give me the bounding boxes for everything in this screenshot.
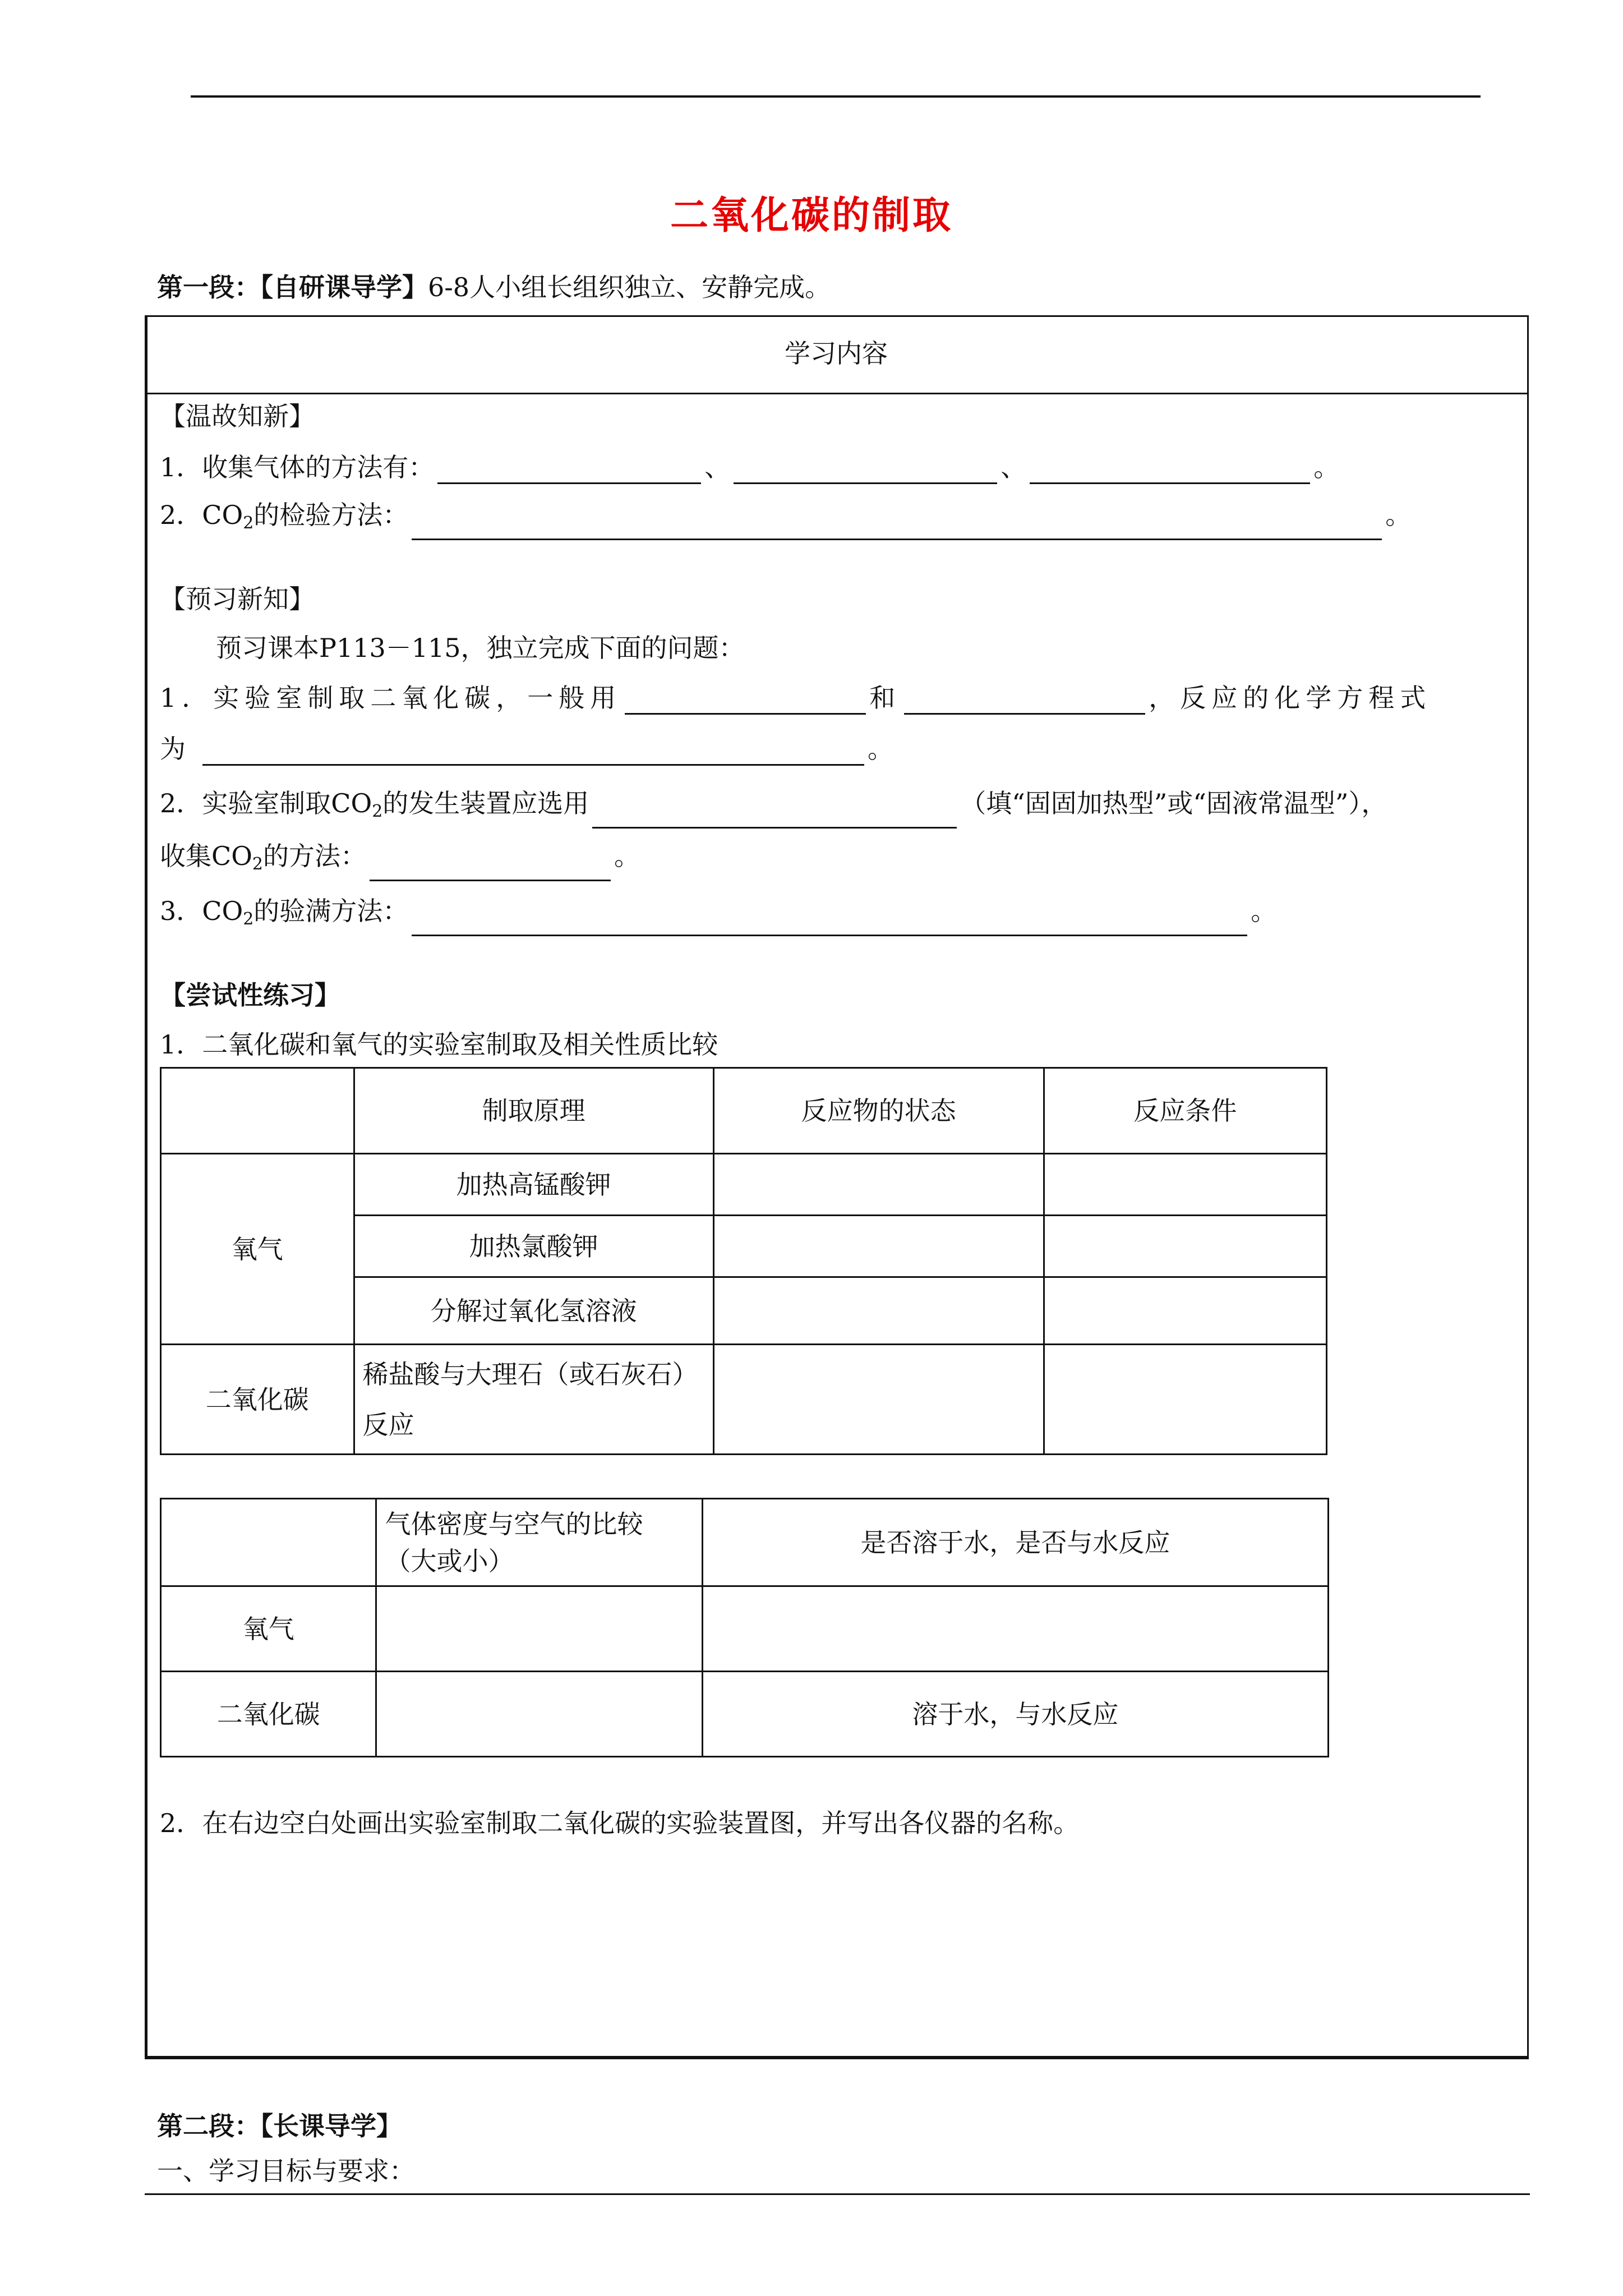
answer-cell[interactable]	[713, 1154, 1044, 1216]
answer-cell[interactable]	[376, 1672, 702, 1757]
q2-b: 的发生装置应选用	[382, 788, 589, 818]
q1-c: ，反应的化学方程式	[1149, 683, 1432, 713]
top-rule	[191, 95, 1481, 98]
row-label-co2: 二氧化碳	[161, 1345, 354, 1455]
preview-q1-line1	[160, 681, 1431, 715]
table-header: 制取原理	[354, 1068, 713, 1154]
section2-item1: 一、学习目标与要求：	[157, 2156, 415, 2186]
practice-q1: 1．二氧化碳和氧气的实验室制取及相关性质比较	[160, 1029, 718, 1060]
answer-blank[interactable]	[370, 855, 611, 881]
review-heading: 【温故知新】	[160, 401, 315, 431]
q2-d: 收集CO	[160, 841, 252, 871]
answer-cell[interactable]	[1044, 1345, 1326, 1455]
table-cell: 溶于水，与水反应	[702, 1672, 1328, 1757]
answer-blank[interactable]	[412, 910, 1247, 936]
table-header: 反应物的状态	[713, 1068, 1044, 1154]
row-label-oxygen: 氧气	[161, 1586, 376, 1672]
bottom-rule	[145, 2193, 1530, 2195]
answer-cell[interactable]	[376, 1586, 702, 1672]
answer-blank[interactable]	[1030, 458, 1310, 484]
q2-c: （填“固固加热型”或“固液常温型”），	[960, 788, 1387, 818]
table-cell: 加热高锰酸钾	[354, 1154, 713, 1216]
row-label-oxygen: 氧气	[161, 1154, 354, 1345]
answer-blank[interactable]	[904, 688, 1145, 715]
answer-blank[interactable]	[734, 458, 997, 484]
table-header: 是否溶于水，是否与水反应	[702, 1499, 1328, 1586]
q1-b: 和	[869, 683, 901, 713]
q2-sub: 2	[243, 513, 254, 533]
answer-blank[interactable]	[625, 688, 866, 715]
comparison-table-1	[160, 1067, 1327, 1455]
q2-e: 的方法：	[263, 841, 367, 871]
q2-prefix: 2．CO	[160, 500, 243, 530]
table-cell	[161, 1499, 376, 1586]
table-cell: 分解过氧化氢溶液	[354, 1277, 713, 1345]
section1-note: 6-8人小组长组织独立、安静完成。	[428, 272, 831, 302]
box-header: 学习内容	[785, 338, 888, 369]
answer-cell[interactable]	[1044, 1277, 1326, 1345]
review-q1-text: 1．收集气体的方法有：	[160, 452, 435, 482]
table-cell: 稀盐酸与大理石（或石灰石）反应	[354, 1345, 713, 1455]
answer-cell[interactable]	[1044, 1154, 1326, 1216]
table-header: 气体密度与空气的比较（大或小）	[376, 1499, 702, 1586]
review-q2: 2．$CO_2$的检验方法： 。	[160, 498, 1411, 540]
page-title: 二氧化碳的制取	[670, 193, 953, 238]
section1-line	[157, 270, 831, 304]
table-cell: 加热氯酸钾	[354, 1216, 713, 1277]
answer-cell[interactable]	[713, 1345, 1044, 1455]
answer-cell[interactable]	[713, 1216, 1044, 1277]
q3-b: 的验满方法：	[253, 896, 409, 926]
q2-sub: 2	[252, 854, 264, 874]
preview-q3: 3．$CO_2$的验满方法： 。	[160, 894, 1276, 936]
q3-a: 3．CO	[160, 896, 243, 926]
comparison-table-2	[160, 1498, 1329, 1757]
practice-heading: 【尝试性练习】	[160, 980, 340, 1010]
preview-intro: 预习课本P113－115，独立完成下面的问题：	[216, 633, 745, 663]
preview-q1-line2: 为 。	[160, 732, 893, 766]
answer-blank[interactable]	[412, 514, 1382, 540]
row-label-co2: 二氧化碳	[161, 1672, 376, 1757]
answer-blank[interactable]	[202, 739, 864, 766]
table-header: 反应条件	[1044, 1068, 1326, 1154]
answer-cell[interactable]	[702, 1586, 1328, 1672]
preview-heading: 【预习新知】	[160, 584, 315, 614]
q3-sub: 2	[243, 909, 254, 929]
preview-q2-line1	[160, 786, 1387, 829]
q1-d: 为	[160, 734, 186, 764]
table-cell	[161, 1068, 354, 1154]
practice-q2: 2．在右边空白处画出实验室制取二氧化碳的实验装置图，并写出各仪器的名称。	[160, 1808, 1080, 1838]
preview-q2-line2: 收集$CO_2$的方法： 。	[160, 839, 640, 881]
answer-blank[interactable]	[437, 458, 701, 484]
box-header-divider	[145, 393, 1528, 394]
q2-suffix: 的检验方法：	[253, 500, 409, 530]
answer-cell[interactable]	[713, 1277, 1044, 1345]
section1-label: 第一段：【自研课导学】	[157, 272, 428, 302]
section2-label: 第二段：【长课导学】	[157, 2111, 402, 2141]
review-q1: 1．收集气体的方法有： 、 、 。	[160, 450, 1339, 484]
q2-a: 2．实验室制取CO	[160, 788, 372, 818]
answer-cell[interactable]	[1044, 1216, 1326, 1277]
q2-sub: 2	[372, 802, 383, 821]
q1-a: 1．实验室制取二氧化碳，一般用	[160, 683, 622, 713]
answer-blank[interactable]	[592, 802, 957, 829]
